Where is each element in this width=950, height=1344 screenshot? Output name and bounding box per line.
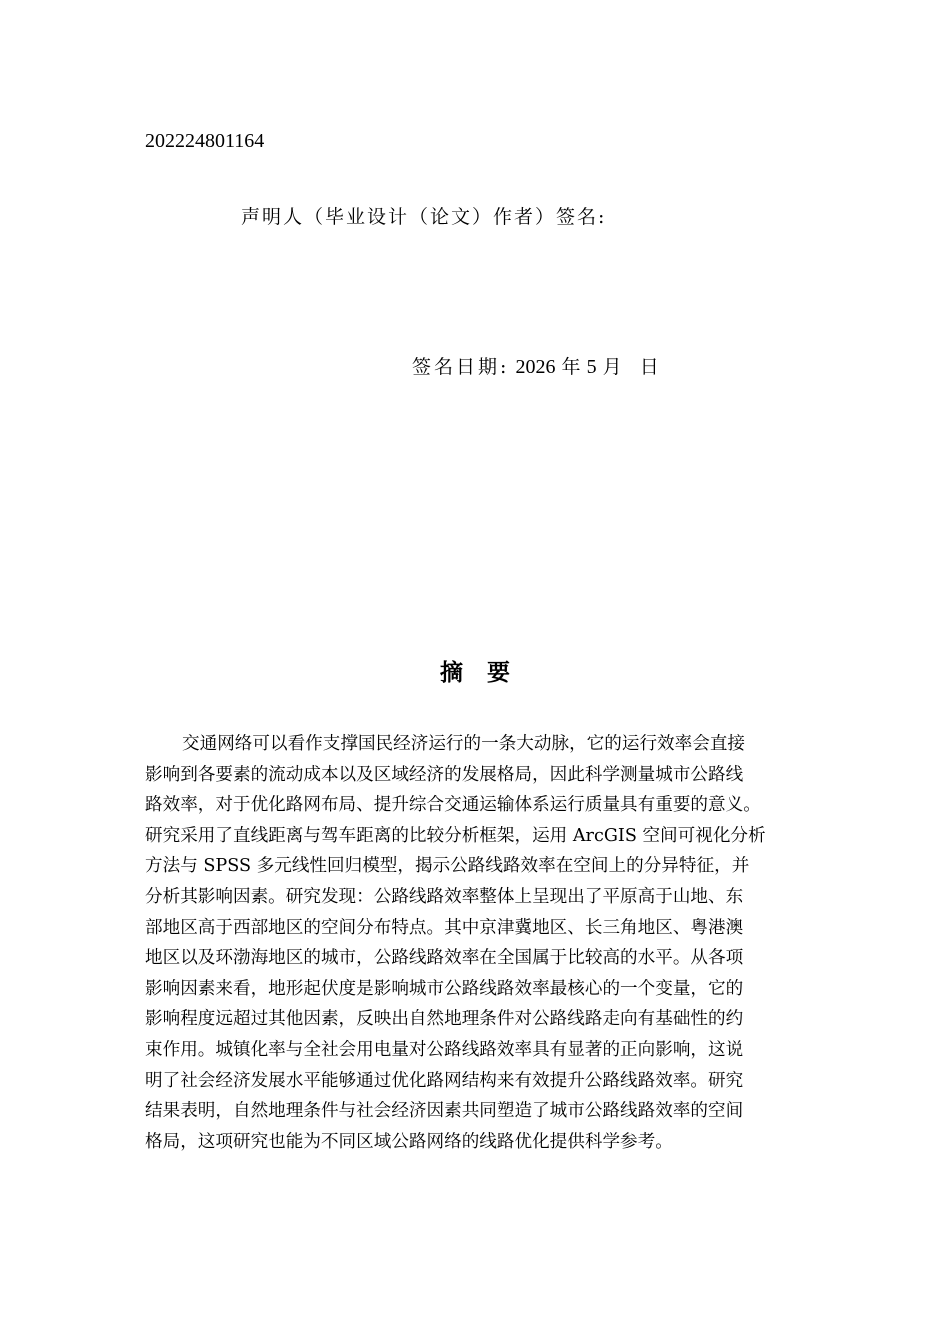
signature-date-year: 2026 (515, 356, 556, 378)
abstract-line: 交通网络可以看作支撑国民经济运行的一条大动脉，它的运行效率会直接 (182, 734, 746, 754)
signature-date (412, 354, 659, 380)
abstract-body (145, 729, 825, 1157)
signature-date-year-unit: 年 (561, 356, 581, 378)
abstract-line: 结果表明，自然地理条件与社会经济因素共同塑造了城市公路线路效率的空间 (145, 1101, 744, 1122)
abstract-line: 影响到各要素的流动成本以及区域经济的发展格局，因此科学测量城市公路线 (145, 764, 744, 785)
abstract-line: 路效率，对于优化路网布局、提升综合交通运输体系运行质量具有重要的意义。 (145, 795, 761, 816)
signature-date-month-unit: 月 (602, 356, 622, 378)
abstract-line: 格局，这项研究也能为不同区域公路网络的线路优化提供科学参考。 (145, 1131, 673, 1152)
signature-date-day-unit: 日 (639, 356, 659, 378)
abstract-line: 分析其影响因素。研究发现：公路线路效率整体上呈现出了平原高于山地、东 (145, 886, 744, 907)
abstract-title: 摘要 (440, 660, 534, 686)
abstract-line: 方法与 SPSS 多元线性回归模型，揭示公路线路效率在空间上的分异特征，并 (145, 856, 750, 877)
abstract-line: 部地区高于西部地区的空间分布特点。其中京津冀地区、长三角地区、粤港澳 (145, 917, 744, 938)
abstract-line: 明了社会经济发展水平能够通过优化路网结构来有效提升公路线路效率。研究 (145, 1070, 744, 1091)
abstract-line: 研究采用了直线距离与驾车距离的比较分析框架，运用 ArcGIS 空间可视化分析 (145, 825, 766, 846)
abstract-line: 地区以及环渤海地区的城市，公路线路效率在全国属于比较高的水平。从各项 (145, 948, 744, 969)
declarant-signature-label: 声明人（毕业设计（论文）作者）签名: (241, 206, 607, 228)
signature-date-day-blank (628, 356, 634, 378)
abstract-line: 影响程度远超过其他因素，反映出自然地理条件对公路线路走向有基础性的约 (145, 1009, 744, 1030)
signature-date-month: 5 (586, 356, 597, 378)
signature-date-label: 签名日期: (412, 356, 510, 378)
abstract-line: 束作用。城镇化率与全社会用电量对公路线路效率具有显著的正向影响，这说 (145, 1039, 744, 1060)
student-id: 202224801164 (145, 130, 265, 152)
abstract-line: 影响因素来看，地形起伏度是影响城市公路线路效率最核心的一个变量，它的 (145, 978, 744, 999)
